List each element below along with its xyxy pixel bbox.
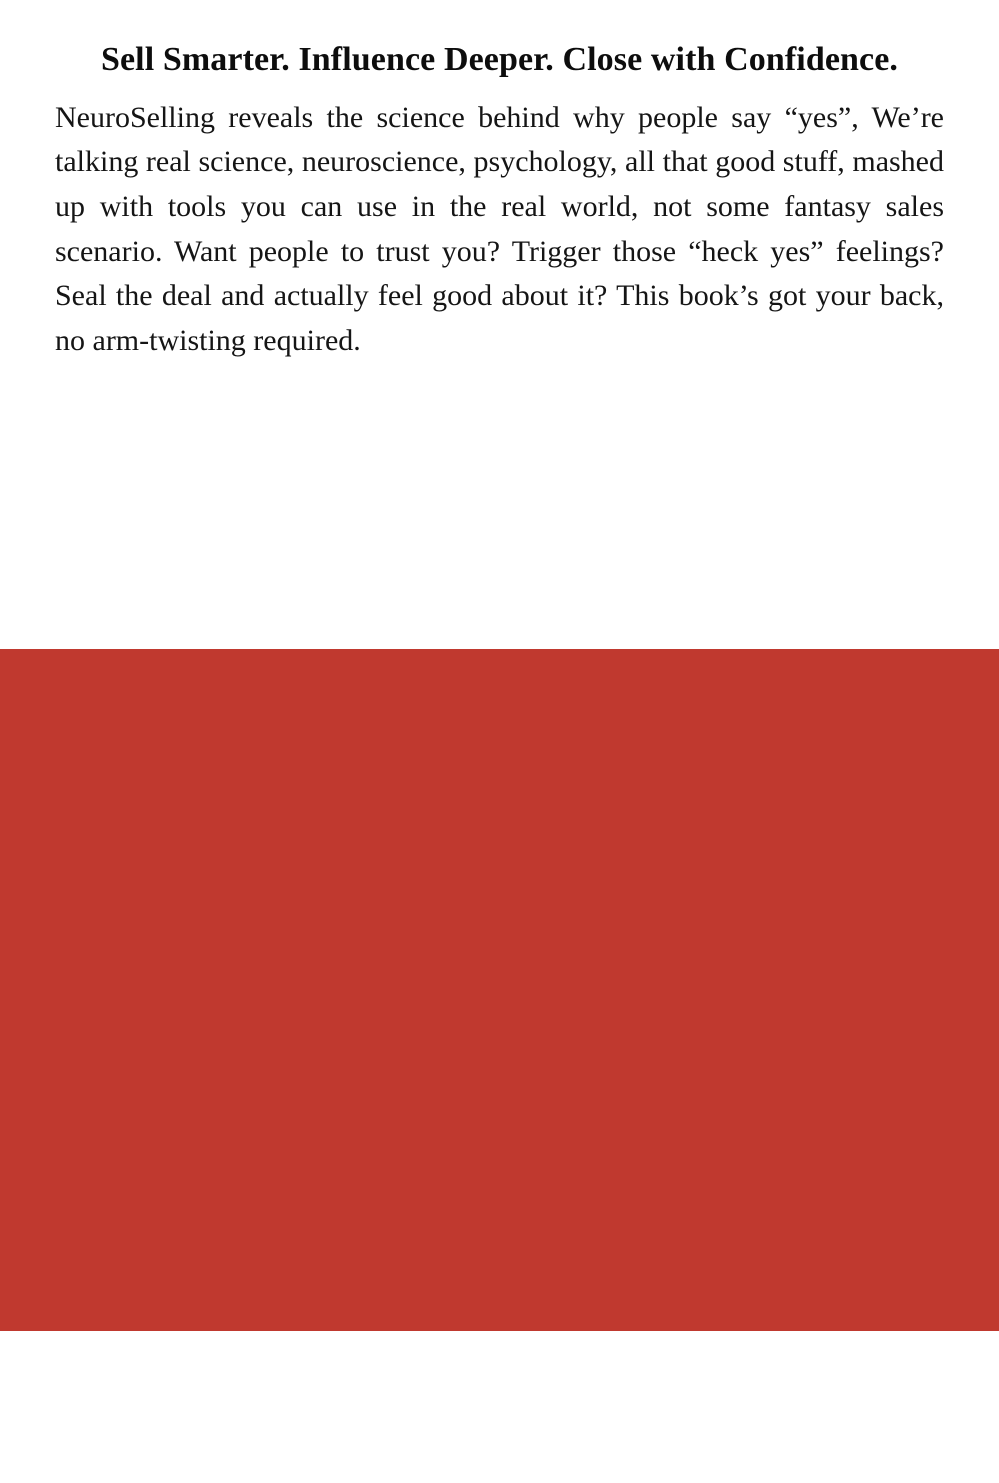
body-paragraph: NeuroSelling reveals the science behind why people say “yes”, We’re talking real science, neuroscience, psychology, all that good stuff, mashed up with tools you can use in the real world, not some fantasy sales scenario. Want people to trust you? Trigger those “heck yes” feelings? Seal the deal and actually feel good about it? This book’s got your back, no arm-twisting required.: [55, 100, 944, 357]
footer-whitespace: [0, 1331, 999, 1483]
page-title: Sell Smarter. Influence Deeper. Close with Confidence.: [100, 41, 899, 78]
text-content-area: [0, 0, 999, 364]
image-placeholder-block: [0, 649, 999, 1331]
